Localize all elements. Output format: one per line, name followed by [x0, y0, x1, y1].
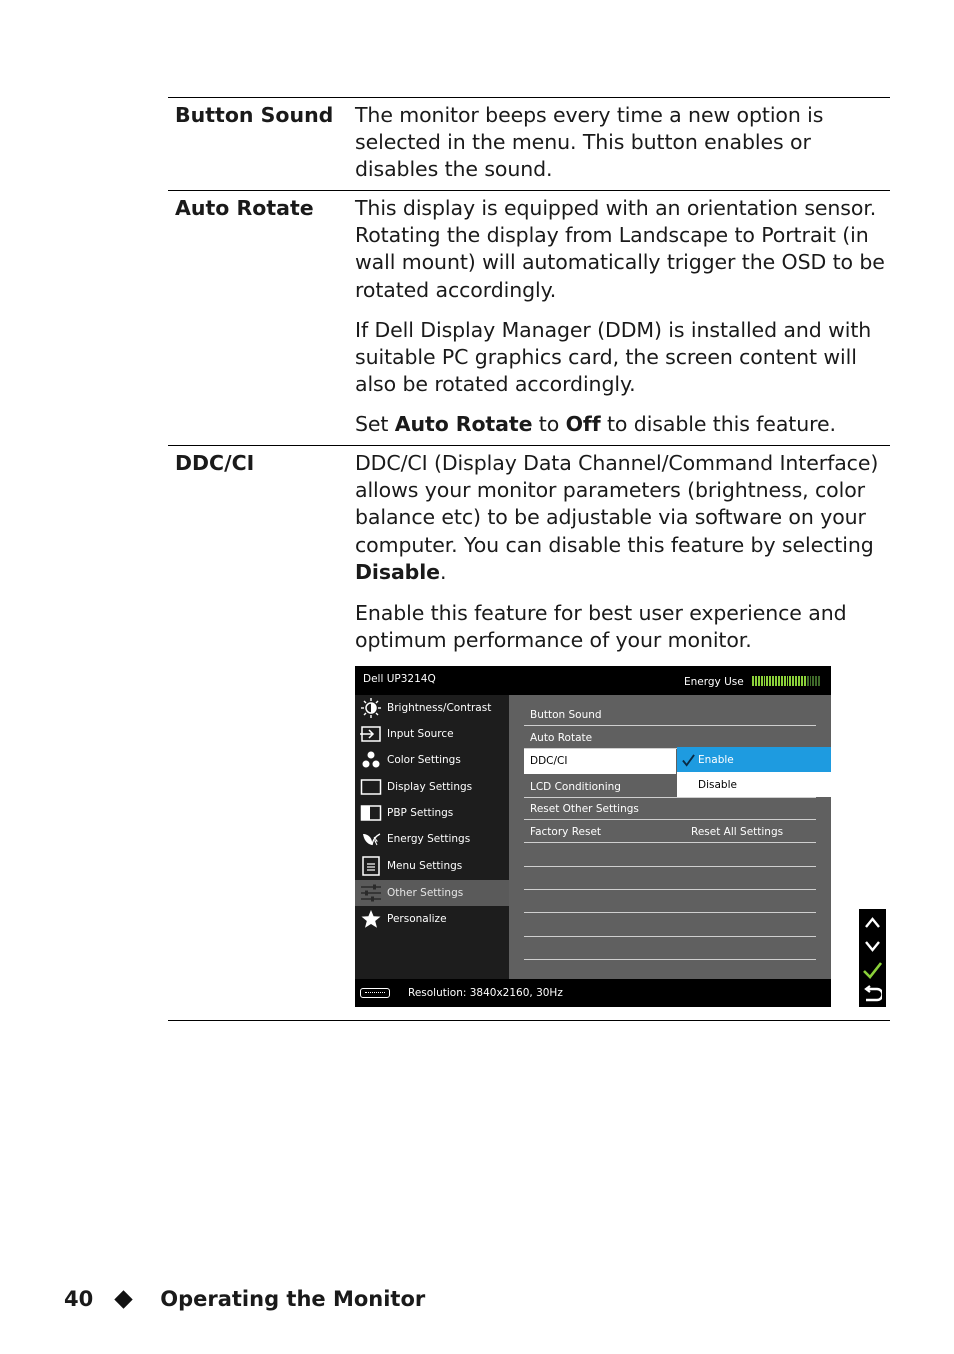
osd-main-menu	[355, 695, 509, 979]
display-rect-icon	[358, 776, 384, 798]
menu-item-pbp-settings[interactable]	[355, 800, 509, 826]
submenu-item-reset-other-settings[interactable]: Reset Other Settings	[524, 797, 816, 820]
energy-leaf-icon	[358, 828, 384, 850]
factory-reset-value: Reset All Settings	[691, 826, 784, 838]
submenu-item-auto-rotate[interactable]: Auto Rotate	[524, 726, 816, 749]
menu-item-display-settings[interactable]	[355, 774, 509, 800]
menu-item-label: PBP Settings	[387, 807, 454, 819]
menu-item-label: Menu Settings	[387, 860, 463, 872]
page-number: 40	[64, 1287, 94, 1311]
ddc-ci-description-2: Enable this feature for best user experience and optimum performance of your monitor.	[355, 601, 847, 653]
submenu-empty-line	[524, 912, 816, 913]
option-disable[interactable]: Disable	[677, 772, 831, 797]
osd-status-bar	[355, 979, 831, 1007]
osd-model-title: Dell UP3214Q	[363, 673, 436, 685]
sliders-icon	[358, 882, 384, 904]
osd-nav-buttons	[859, 909, 886, 1007]
check-icon	[682, 754, 695, 767]
submenu-item-factory-reset[interactable]: Factory Reset Reset All Settings	[524, 820, 816, 843]
input-source-icon	[358, 723, 384, 745]
submenu-empty-line	[524, 866, 816, 867]
check-icon[interactable]	[863, 961, 882, 979]
resolution-readout: Resolution: 3840x2160, 30Hz	[408, 987, 563, 999]
submenu-empty-line	[524, 889, 816, 890]
term-auto-rotate: Auto Rotate	[175, 196, 314, 220]
diamond-bullet-icon	[115, 1290, 133, 1308]
menu-item-color-settings[interactable]	[355, 747, 509, 773]
menu-item-other-settings[interactable]	[355, 880, 509, 906]
up-arrow-icon[interactable]	[863, 914, 882, 932]
menu-item-label: Other Settings	[387, 887, 464, 899]
button-sound-description: The monitor beeps every time a new option is selected in the menu. This button enables or disables the sound.	[355, 103, 824, 182]
hdmi-port-icon	[360, 988, 390, 998]
menu-item-personalize[interactable]	[355, 906, 509, 932]
star-icon	[358, 908, 384, 930]
auto-rotate-description-1: This display is equipped with an orientation sensor. Rotating the display from Landscape to Portrait (in wall mount) will automatically trigger the OSD to be rotated accordingly.	[355, 196, 885, 302]
page-footer	[64, 1287, 425, 1311]
energy-use-meter	[752, 676, 820, 686]
energy-use-label: Energy Use	[684, 676, 744, 688]
color-dots-icon	[358, 749, 384, 771]
menu-item-label: Personalize	[387, 913, 447, 925]
submenu-item-button-sound[interactable]: Button Sound	[524, 703, 816, 726]
menu-doc-icon	[358, 855, 384, 877]
menu-item-input-source[interactable]	[355, 721, 509, 747]
menu-item-energy-settings[interactable]	[355, 826, 509, 852]
submenu-empty-line	[524, 959, 816, 960]
table-bottom-rule	[168, 1020, 890, 1021]
menu-item-label: Energy Settings	[387, 833, 471, 845]
section-title: Operating the Monitor	[160, 1287, 426, 1311]
brightness-icon	[358, 697, 384, 719]
auto-rotate-description-2: If Dell Display Manager (DDM) is installed and with suitable PC graphics card, the screen content will also be rotated accordingly.	[355, 318, 872, 397]
auto-rotate-set-line: Set Auto Rotate to Off to disable this feature.	[355, 412, 836, 436]
option-enable[interactable]: Enable	[677, 747, 831, 772]
row-divider	[168, 190, 890, 191]
back-icon[interactable]	[863, 985, 882, 1003]
submenu-item-lcd-conditioning[interactable]: LCD Conditioning	[524, 775, 816, 798]
term-ddc-ci: DDC/CI	[175, 451, 255, 475]
pbp-icon	[358, 802, 384, 824]
ddc-ci-description-1: DDC/CI (Display Data Channel/Command Interface) allows your monitor parameters (brightness, color balance etc) to be adjustable via software on your computer. You can disable this feature by selecting Disable.	[355, 451, 879, 584]
down-arrow-icon[interactable]	[863, 937, 882, 955]
menu-item-label: Display Settings	[387, 781, 473, 793]
menu-item-menu-settings[interactable]	[355, 853, 509, 879]
term-button-sound: Button Sound	[175, 103, 334, 127]
menu-item-brightness-contrast[interactable]	[355, 695, 509, 721]
submenu-item-ddc-ci[interactable]: DDC/CI	[524, 749, 676, 774]
table-top-rule	[168, 97, 890, 98]
menu-item-label: Brightness/Contrast	[387, 702, 492, 714]
menu-item-label: Input Source	[387, 728, 454, 740]
menu-item-label: Color Settings	[387, 754, 461, 766]
submenu-empty-line	[524, 936, 816, 937]
row-divider	[168, 445, 890, 446]
osd-screenshot	[355, 666, 831, 1007]
